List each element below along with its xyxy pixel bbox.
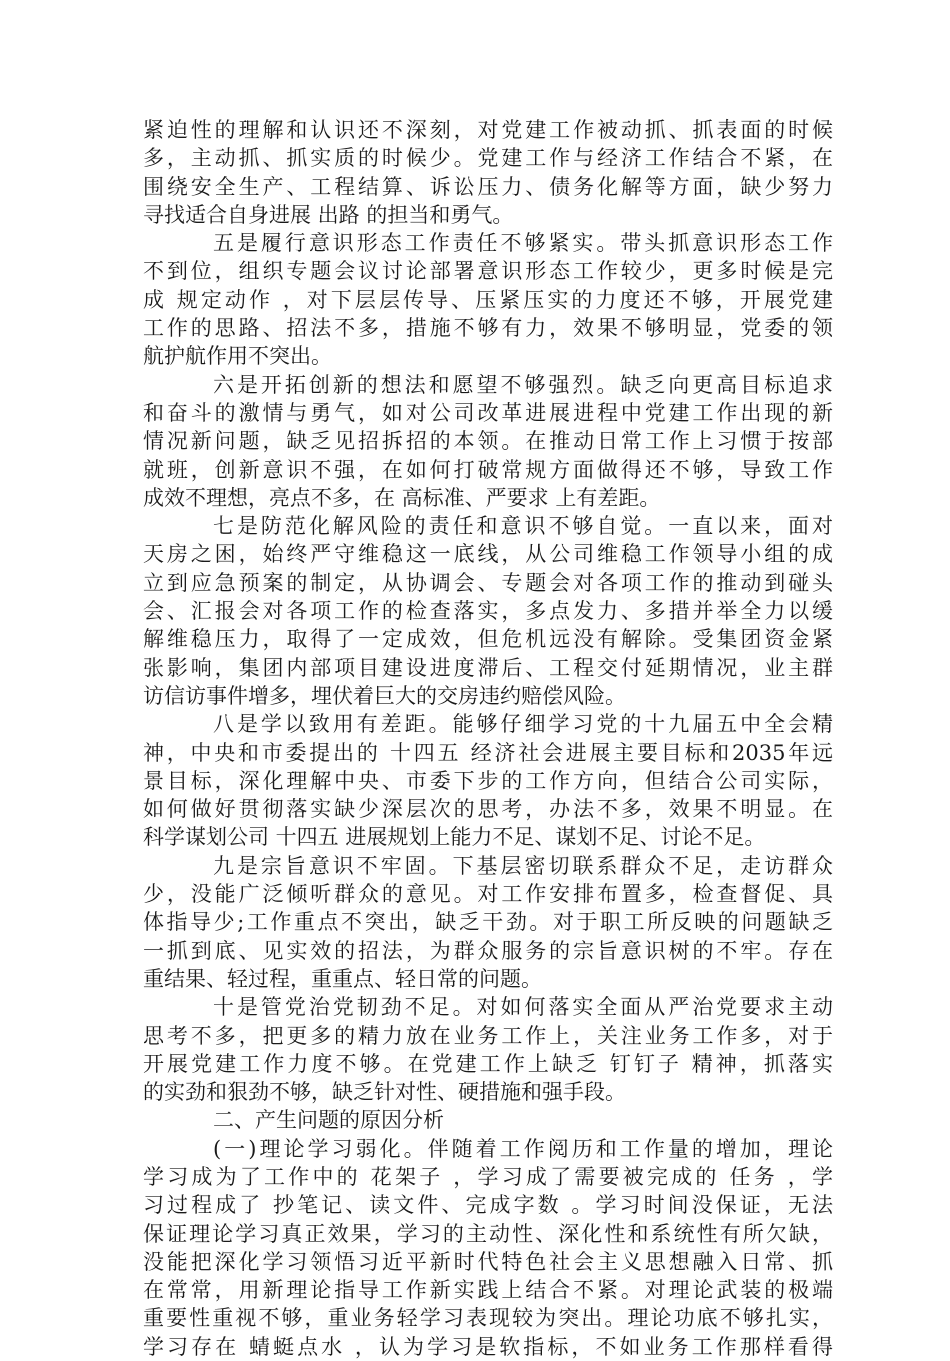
text-line: 航护航作用不突出。	[143, 344, 332, 369]
text-line: 科学谋划公司 十四五 进展规划上能力不足、谋划不足、讨论不足。	[143, 825, 766, 850]
text-line: 成效不理想，亮点不多，在 高标准、严要求 上有差距。	[143, 485, 661, 510]
text-line: 张影响，集团内部项目建设进度滞后、工程交付延期情况，业主群	[143, 655, 833, 680]
text-line: 习过程成了 抄笔记、读文件、完成字数 。学习时间没保证，无法	[143, 1193, 833, 1218]
paragraph	[143, 710, 833, 851]
paragraph	[143, 993, 833, 1106]
text-line: 立到应急预案的制定，从协调会、专题会对各项工作的推动到碰头	[143, 570, 833, 595]
text-line: 开展党建工作力度不够。在党建工作上缺乏 钉钉子 精神，抓落实	[143, 1051, 833, 1076]
text-line: (一)理论学习弱化。伴随着工作阅历和工作量的增加，理论	[213, 1136, 833, 1161]
text-line: 和奋斗的激情与勇气，如对公司改革进展进程中党建工作出现的新	[143, 400, 833, 425]
text-line: 神，中央和市委提出的 十四五 经济社会进展主要目标和2035年远	[143, 740, 833, 765]
text-line: 重要性重视不够，重业务轻学习表现较为突出。理论功底不够扎实，	[143, 1306, 833, 1331]
text-line: 十是管党治党韧劲不足。对如何落实全面从严治党要求主动	[213, 995, 833, 1020]
paragraph	[143, 229, 833, 370]
text-line: 八是学以致用有差距。能够仔细学习党的十九届五中全会精	[213, 712, 833, 737]
text-line: 就班，创新意识不强，在如何打破常规方面做得还不够，导致工作	[143, 457, 833, 482]
text-line: 访信访事件增多，埋伏着巨大的交房违约赔偿风险。	[143, 683, 626, 708]
text-line: 重结果、轻过程，重重点、轻日常的问题。	[143, 966, 542, 991]
text-line: 多，主动抓、抓实质的时候少。党建工作与经济工作结合不紧，在	[143, 146, 833, 171]
paragraph	[143, 116, 833, 229]
text-line: 体指导少;工作重点不突出，缺乏干劲。对于职工所反映的问题缺乏	[143, 910, 833, 935]
document-body	[143, 116, 833, 1361]
text-line: 一抓到底、见实效的招法，为群众服务的宗旨意识树的不牢。存在	[143, 938, 833, 963]
paragraph	[143, 371, 833, 512]
text-line: 会、汇报会对各项工作的检查落实，多点发力、多措并举全力以缓	[143, 599, 833, 624]
text-line: 七是防范化解风险的责任和意识不够自觉。一直以来，面对	[213, 514, 833, 539]
text-line: 解维稳压力，取得了一定成效，但危机远没有解除。受集团资金紧	[143, 627, 833, 652]
text-line: 工作的思路、招法不多，措施不够有力，效果不够明显，党委的领	[143, 316, 833, 341]
text-line: 情况新问题，缺乏见招拆招的本领。在推动日常工作上习惯于按部	[143, 429, 833, 454]
text-line: 景目标，深化理解中央、市委下步的工作方向，但结合公司实际，	[143, 768, 833, 793]
paragraph	[143, 1106, 833, 1134]
text-line: 的实劲和狠劲不够，缺乏针对性、硬措施和强手段。	[143, 1080, 626, 1105]
text-line: 没能把深化学习领悟习近平新时代特色社会主义思想融入日常、抓	[143, 1249, 833, 1274]
text-line: 思考不多，把更多的精力放在业务工作上，关注业务工作多，对于	[143, 1023, 833, 1048]
paragraph	[143, 512, 833, 710]
text-line: 二、产生问题的原因分析	[213, 1108, 444, 1133]
text-line: 如何做好贯彻落实缺少深层次的思考，办法不多，效果不明显。在	[143, 797, 833, 822]
text-line: 六是开拓创新的想法和愿望不够强烈。缺乏向更高目标追求	[213, 372, 833, 397]
text-line: 学习存在 蜻蜓点水 ，认为学习是软指标，不如业务工作那样看得	[143, 1334, 833, 1359]
text-line: 少，没能广泛倾听群众的意见。对工作安排布置多，检查督促、具	[143, 882, 833, 907]
text-line: 九是宗旨意识不牢固。下基层密切联系群众不足，走访群众	[213, 853, 833, 878]
paragraph	[143, 852, 833, 993]
text-line: 紧迫性的理解和认识还不深刻，对党建工作被动抓、抓表面的时候	[143, 118, 833, 142]
text-line: 保证理论学习真正效果，学习的主动性、深化性和系统性有所欠缺，	[143, 1221, 833, 1246]
text-line: 成 规定动作 ，对下层层传导、压紧压实的力度还不够，开展党建	[143, 287, 833, 312]
text-line: 寻找适合自身进展 出路 的担当和勇气。	[143, 202, 514, 227]
text-line: 围绕安全生产、工程结算、诉讼压力、债务化解等方面，缺少努力	[143, 174, 833, 199]
text-line: 在常常，用新理论指导工作新实践上结合不紧。对理论武装的极端	[143, 1278, 833, 1303]
text-line: 五是履行意识形态工作责任不够紧实。带头抓意识形态工作	[213, 231, 833, 256]
paragraph	[143, 1135, 833, 1361]
text-line: 学习成为了工作中的 花架子 ，学习成了需要被完成的 任务 ，学	[143, 1164, 833, 1189]
text-line: 天房之困，始终严守维稳这一底线，从公司维稳工作领导小组的成	[143, 542, 833, 567]
text-line: 不到位，组织专题会议讨论部署意识形态工作较少，更多时候是完	[143, 259, 833, 284]
